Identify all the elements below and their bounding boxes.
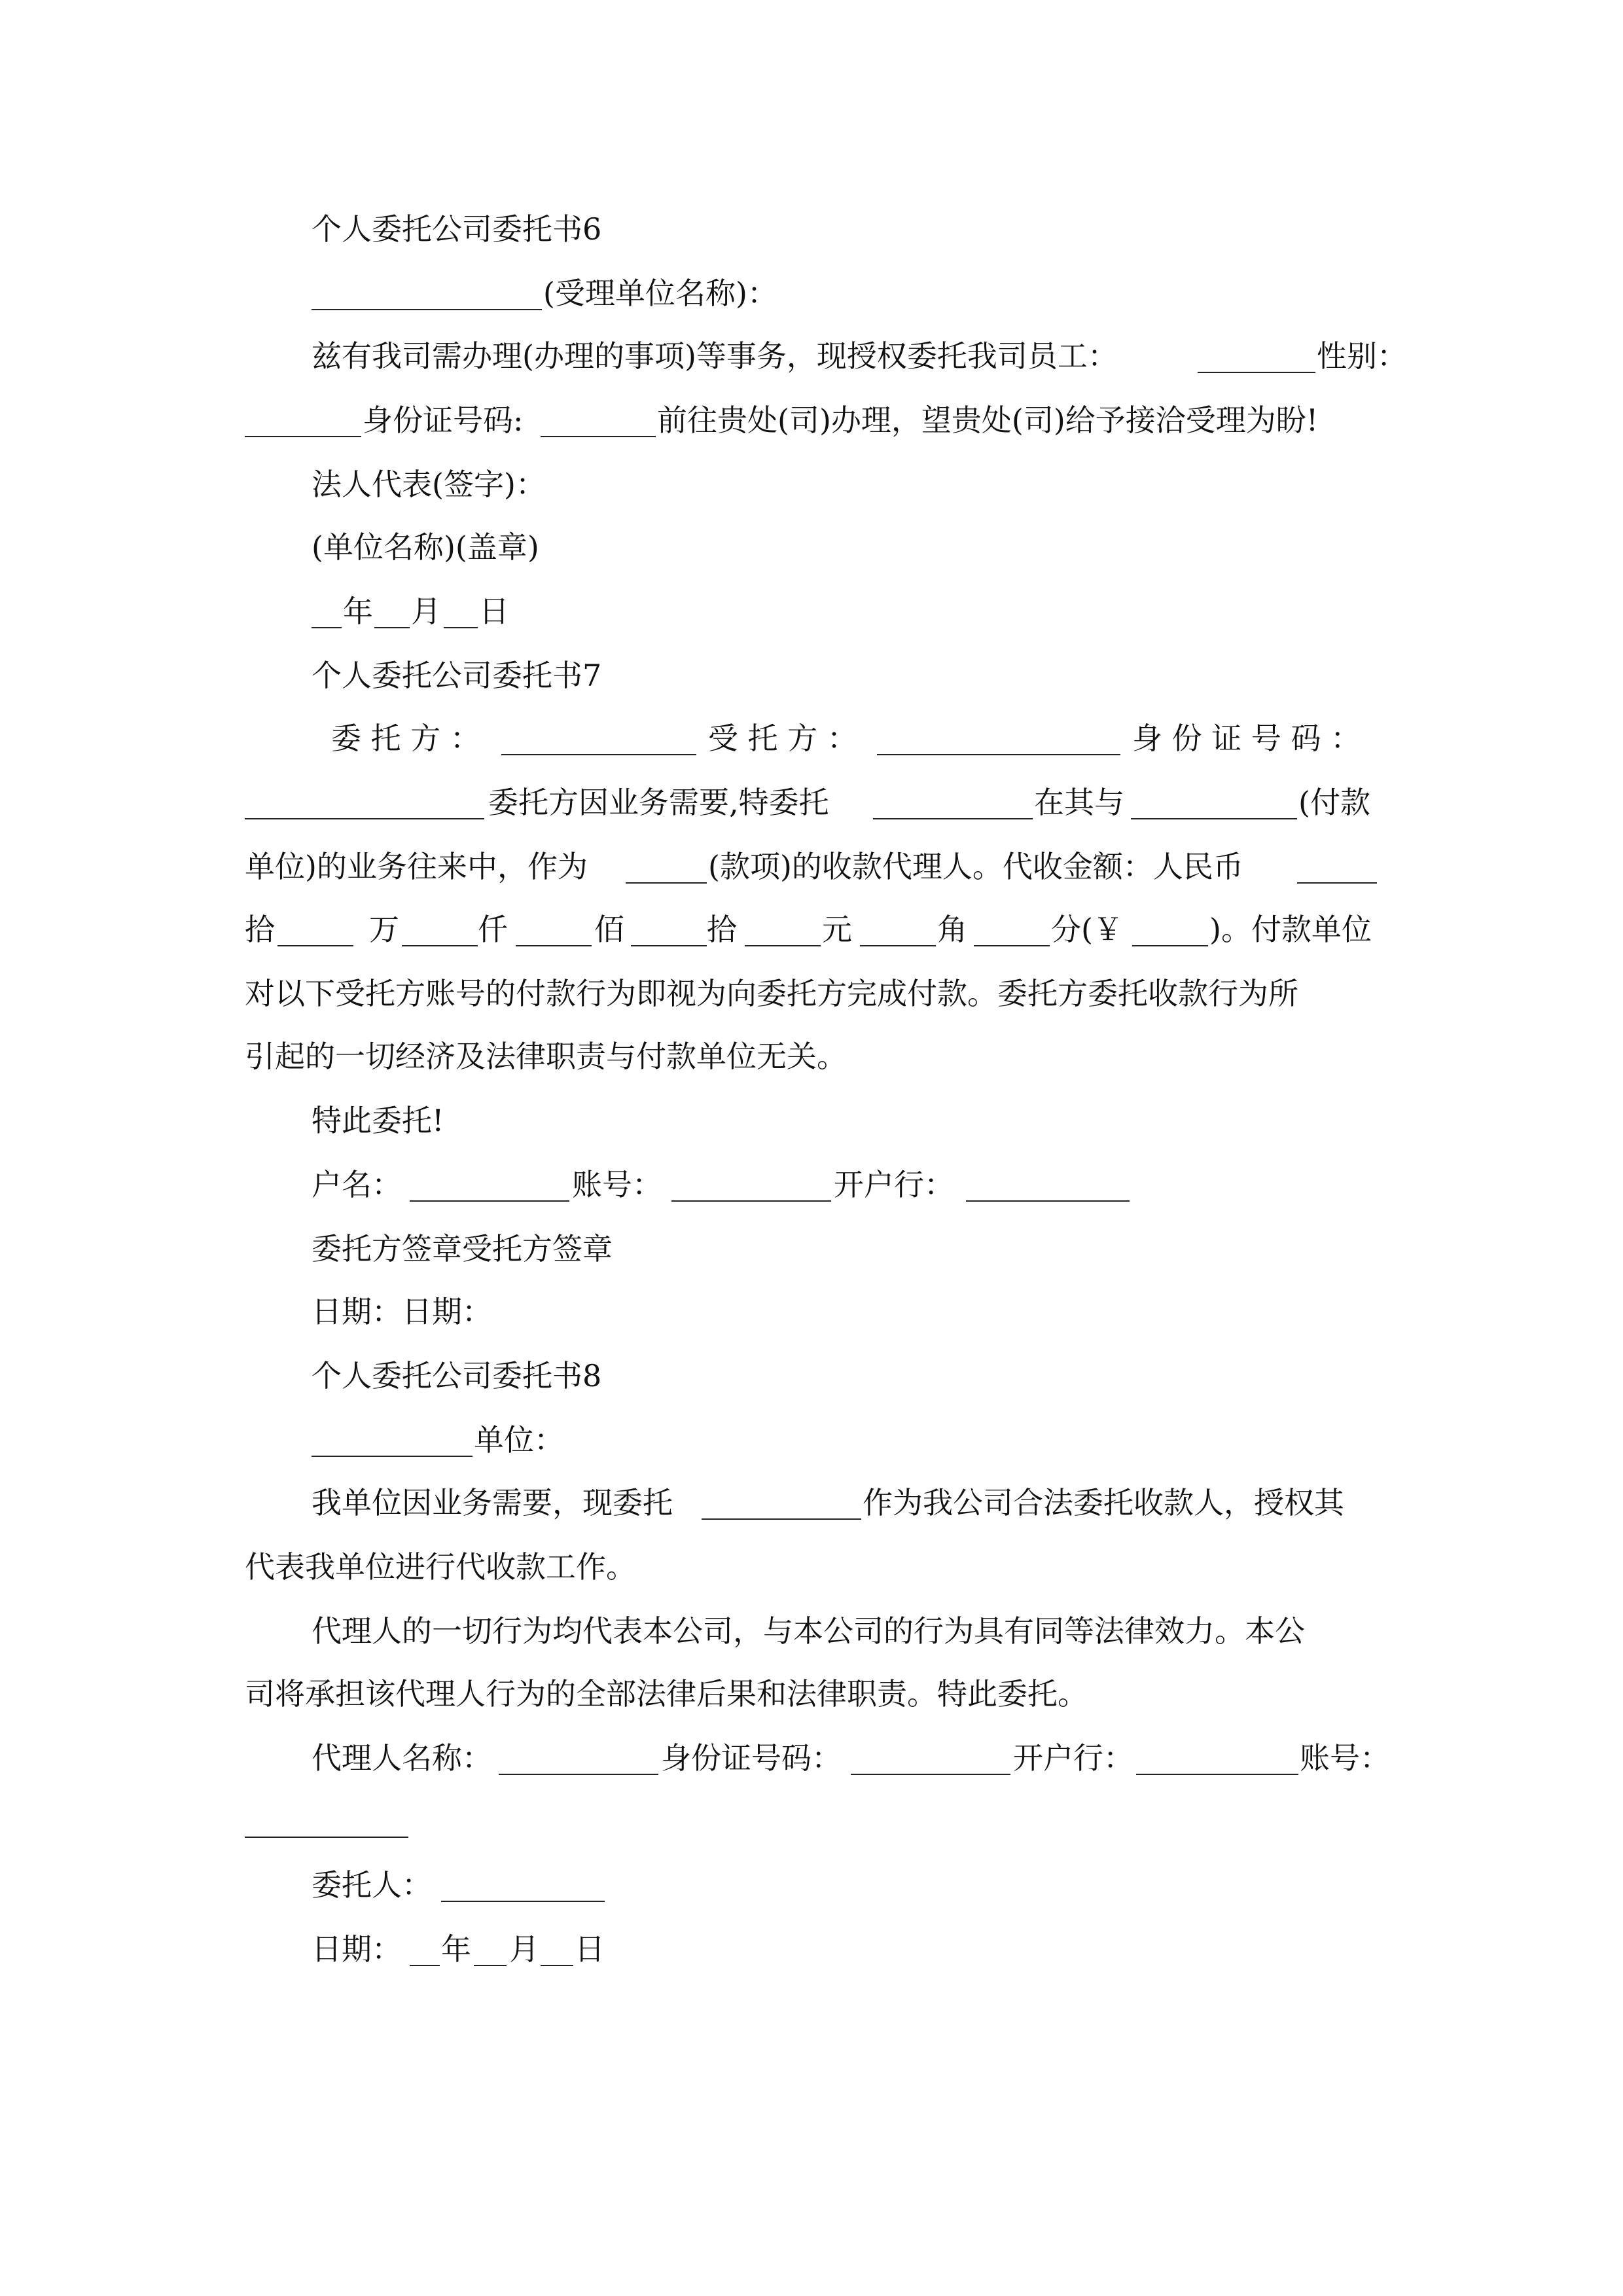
wan-blank (402, 916, 478, 946)
unit-seal-label: (单位名称)(盖章) (312, 529, 539, 565)
id-number-blank (541, 407, 656, 437)
payer-blank (1131, 789, 1297, 819)
id-label: 身 份 证 号 码 ： (1132, 721, 1361, 756)
bank-blank (966, 1172, 1130, 1202)
unit-suffix: 单位： (474, 1422, 564, 1458)
sec8-month-label: 月 (509, 1931, 539, 1967)
yuan-label: 元 (822, 912, 852, 947)
agent-bank-label: 开户行： (1013, 1740, 1133, 1776)
sec7-l5-text: 对以下受托方账号的付款行为即视为向委托方完成付款。委托方委托收款行为所 (245, 976, 1298, 1011)
agent-label: 受 托 方 ： (708, 721, 857, 756)
day-blank (444, 598, 478, 628)
agent-account-blank (245, 1808, 408, 1838)
section-6-title: 个人委托公司委托书6 (312, 211, 602, 247)
id-number-label: 身份证号码: (363, 403, 524, 438)
recipient-suffix: (受理单位名称)： (543, 276, 777, 311)
month-label: 月 (411, 594, 441, 629)
wan-label: 万 (369, 912, 399, 947)
principal-name-label: 委托人： (312, 1867, 432, 1903)
sec7-l3-text-a: 单位)的业务往来中，作为 (245, 849, 588, 884)
unit-blank (312, 1427, 473, 1457)
fen-label: 分(￥ (1051, 912, 1123, 947)
shi2-blank (745, 916, 821, 946)
agent-name-blank (499, 1745, 658, 1775)
payment-item-blank (626, 853, 707, 884)
amount-blank (1297, 853, 1377, 884)
principal-name-blank (441, 1872, 605, 1902)
sec6-para-text-a: 兹有我司需办理(办理的事项)等事务，现授权委托我司员工： (312, 338, 1118, 374)
employee-blank (1198, 343, 1315, 373)
id-blank (245, 789, 484, 819)
shi1-label: 拾 (245, 912, 275, 947)
qian-label: 仟 (478, 912, 508, 947)
principal-blank (501, 725, 696, 755)
account-number-label: 账号： (572, 1167, 662, 1202)
agent-blank (877, 725, 1120, 755)
qian-blank (516, 916, 592, 946)
year-label: 年 (343, 594, 373, 629)
month-blank (374, 598, 410, 628)
payee-blank (702, 1490, 861, 1520)
sec7-l6-text: 引起的一切经济及法律职责与付款单位无关。 (245, 1039, 847, 1074)
jiao-blank (974, 916, 1050, 946)
hereby-text: 特此委托! (312, 1103, 444, 1138)
account-name-label: 户名： (312, 1167, 402, 1202)
dates-text: 日期：日期： (312, 1294, 492, 1329)
agent-account-label: 账号： (1300, 1740, 1390, 1776)
sec8-month-blank (474, 1936, 507, 1966)
recipient-blank (312, 280, 542, 310)
sec7-l2-text-b: 在其与 (1034, 785, 1124, 820)
sec8-year-label: 年 (441, 1931, 471, 1967)
sec8-p1-text-a: 我单位因业务需要，现委托 (312, 1485, 673, 1520)
entrust-blank (873, 789, 1033, 819)
sec7-l3-text-b: (款项)的收款代理人。代收金额：人民币 (708, 849, 1243, 884)
sec7-l4-end: )。付款单位 (1209, 912, 1372, 947)
principal-label: 委 托 方 ： (331, 721, 480, 756)
gender-blank (245, 407, 361, 437)
sec8-p2-line1-text: 代理人的一切行为均代表本公司，与本公司的行为具有同等法律效力。本公 (312, 1613, 1305, 1649)
sec8-day-label: 日 (575, 1931, 605, 1967)
bai-blank (631, 916, 707, 946)
shi2-label: 拾 (707, 912, 737, 947)
legal-rep-label: 法人代表(签字)： (312, 467, 546, 502)
yen-blank (1132, 916, 1208, 946)
bank-label: 开户行： (834, 1167, 954, 1202)
sec7-l2-text-a: 委托方因业务需要,特委托 (488, 785, 829, 820)
account-name-blank (410, 1172, 569, 1202)
agent-bank-blank (1136, 1745, 1298, 1775)
agent-id-blank (851, 1745, 1010, 1775)
jiao-label: 角 (937, 912, 967, 947)
agent-name-label: 代理人名称： (312, 1740, 492, 1776)
section-8-title: 个人委托公司委托书8 (312, 1358, 602, 1393)
yuan-blank (860, 916, 936, 946)
sec6-para-text-b: 前往贵处(司)办理，望贵处(司)给予接洽受理为盼! (657, 403, 1319, 438)
agent-id-label: 身份证号码： (661, 1740, 842, 1776)
shi1-blank (277, 916, 353, 946)
section-7-title: 个人委托公司委托书7 (312, 658, 602, 693)
bai-label: 佰 (594, 912, 624, 947)
sec8-year-blank (410, 1936, 440, 1966)
signatures-text: 委托方签章受托方签章 (312, 1231, 613, 1266)
sec8-p1-text-b: 作为我公司合法委托收款人，授权其 (863, 1485, 1344, 1520)
sec7-l2-text-c: (付款 (1298, 785, 1370, 820)
sec8-p2-line2-text: 司将承担该代理人行为的全部法律后果和法律职责。特此委托。 (245, 1676, 1088, 1712)
sec8-date-label: 日期： (312, 1931, 402, 1967)
account-number-blank (671, 1172, 831, 1202)
sec8-p1-line2-text: 代表我单位进行代收款工作。 (245, 1549, 636, 1585)
day-label: 日 (479, 594, 509, 629)
sec8-day-blank (541, 1936, 573, 1966)
gender-label: 性别： (1317, 338, 1407, 374)
year-blank (312, 598, 342, 628)
